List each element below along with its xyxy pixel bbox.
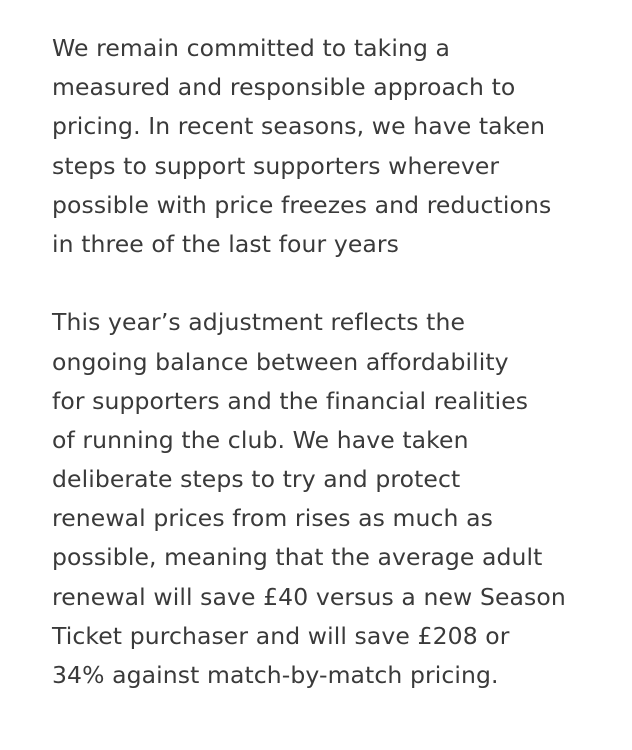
text-line: 34% against match-by-match pricing. <box>52 661 499 689</box>
text-line: renewal will save £40 versus a new Season <box>52 582 566 611</box>
text-line: deliberate steps to try and protect <box>52 465 461 494</box>
text-line: renewal prices from rises as much as <box>52 504 493 533</box>
text-line: possible with price freezes and reductions <box>52 190 552 219</box>
text-line: for supporters and the financial realities <box>52 386 529 415</box>
text-line: of running the club. We have taken <box>52 425 469 454</box>
text-line: ongoing balance between affordability <box>52 347 509 376</box>
paragraph-pricing-commitment <box>52 29 622 264</box>
text-line: Ticket purchaser and will save £208 or <box>52 621 510 650</box>
text-line: measured and responsible approach to <box>52 73 516 102</box>
text-line: steps to support supporters wherever <box>52 151 500 180</box>
text-line: We remain committed to taking a <box>52 34 451 62</box>
text-line: pricing. In recent seasons, we have taken <box>52 112 546 141</box>
text-line: This year’s adjustment reflects the <box>52 308 466 337</box>
paragraph-adjustment-explanation <box>52 303 622 695</box>
article-body <box>52 29 622 695</box>
text-line: possible, meaning that the average adult <box>52 543 543 572</box>
text-line: in three of the last four years <box>52 229 399 258</box>
